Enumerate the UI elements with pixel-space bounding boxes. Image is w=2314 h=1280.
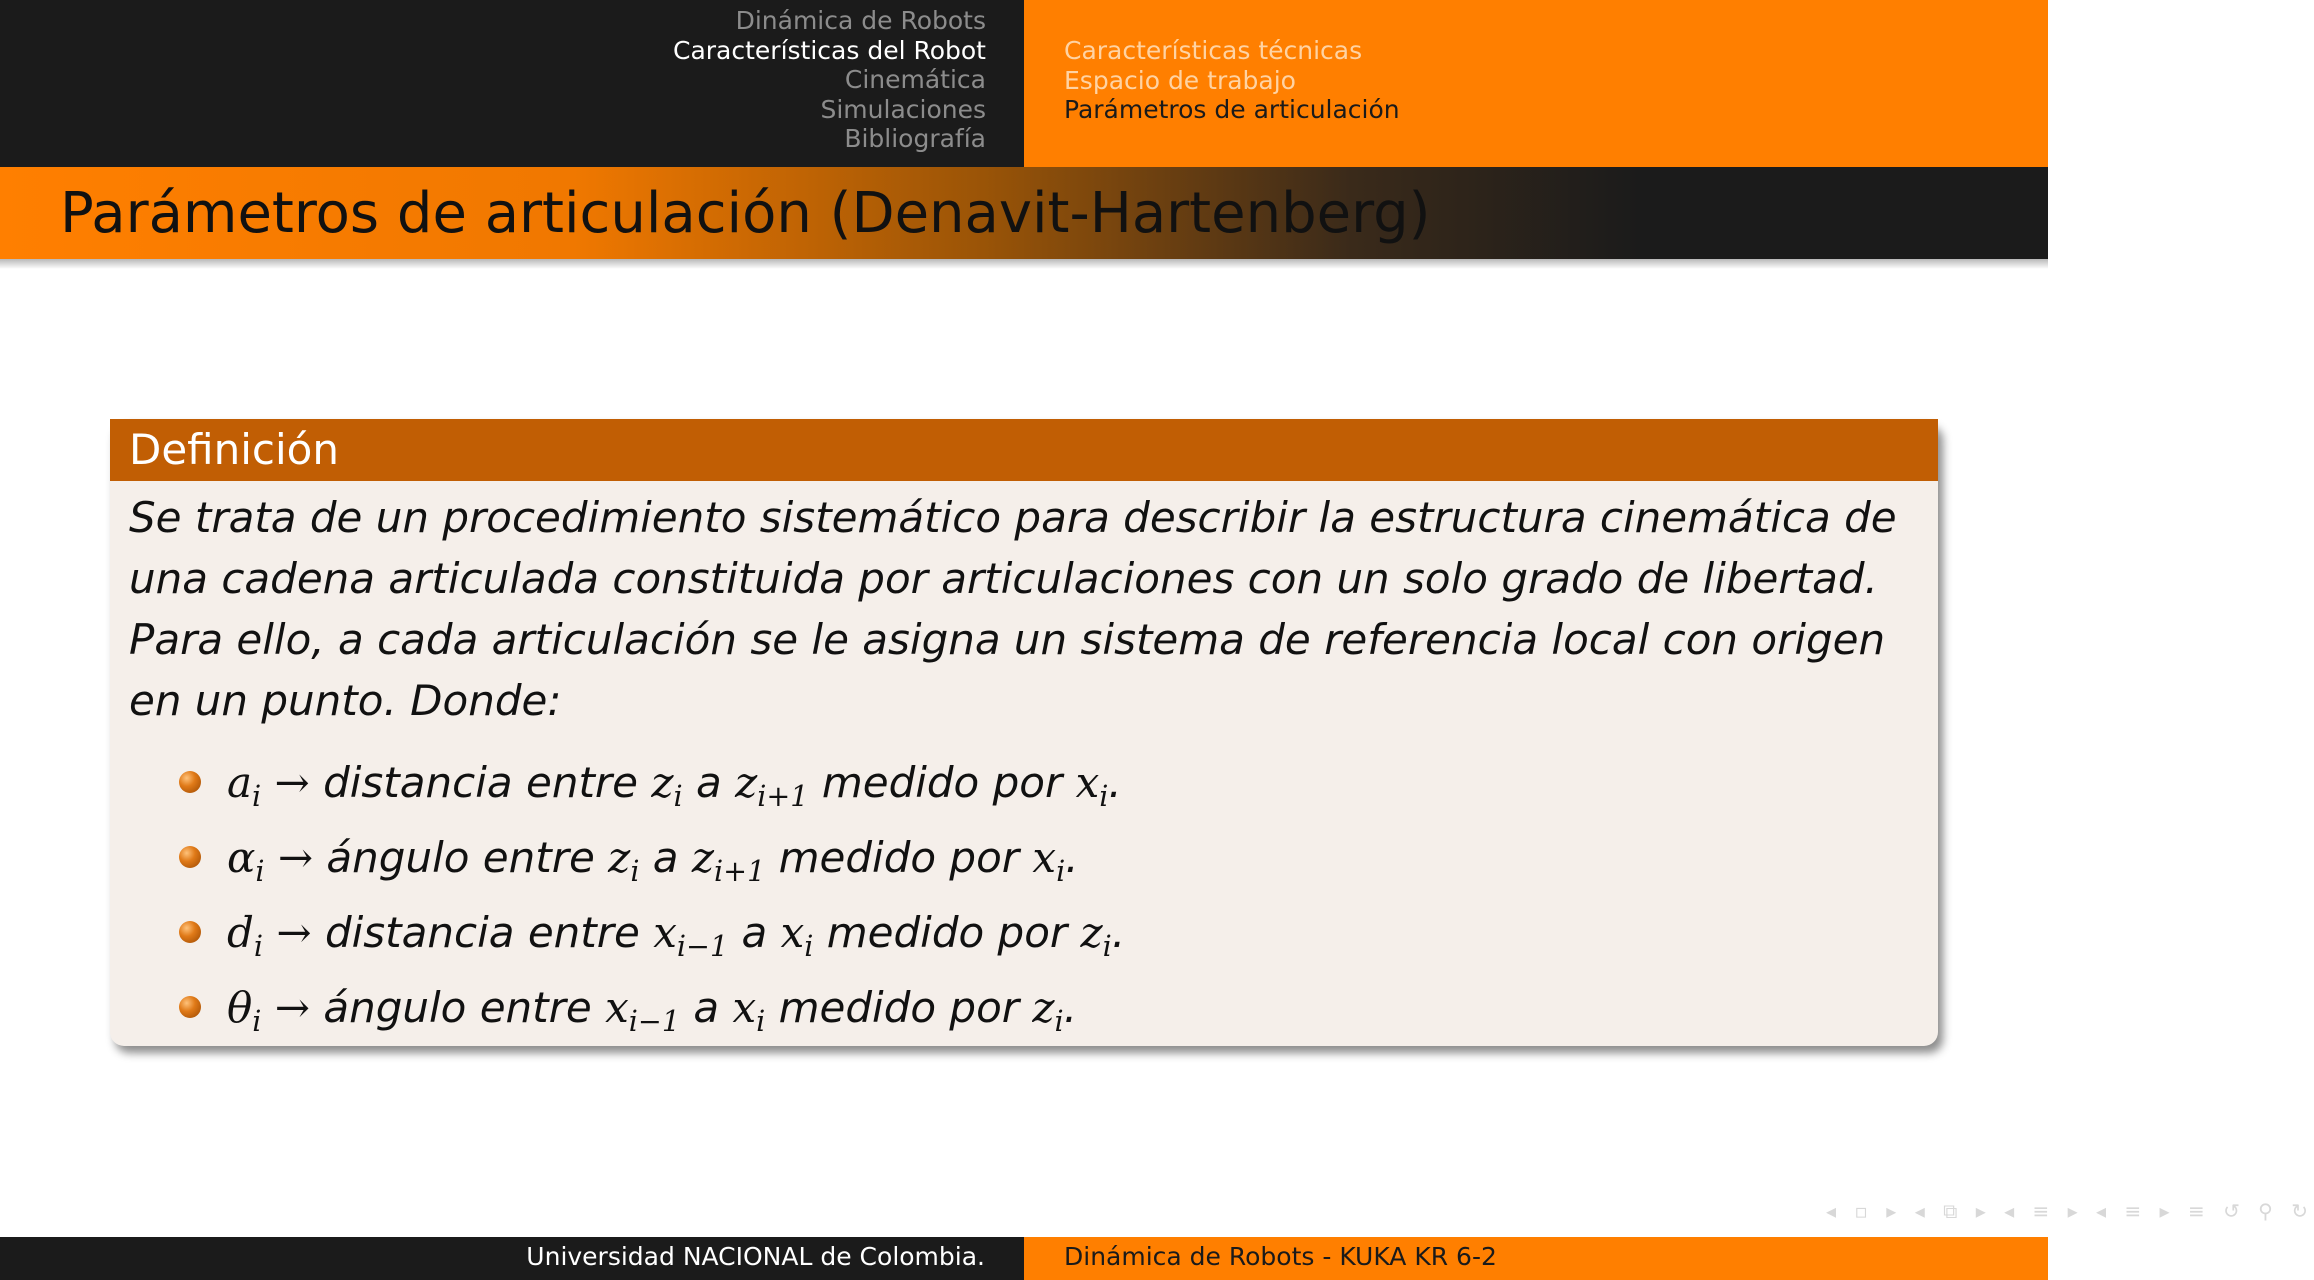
var-from: $z_i$: [651, 758, 683, 814]
bullet-ball-icon: [179, 921, 201, 943]
nav-subsection-espacio[interactable]: Espacio de trabajo: [1064, 65, 1296, 95]
period: .: [1108, 758, 1122, 807]
item-description: distancia entre: [311, 908, 654, 957]
definition-body: [110, 481, 1938, 1045]
definition-text: Se trata de un procedimiento sistemático para describir la estructura cinemática de una cadena articulada constituida por articulaciones con un solo grado de libertad. Para ello, a cada articulación se le asigna un sistema de referencia local con origen en un punto. Donde:: [129, 493, 1897, 725]
nav-section-simulaciones[interactable]: Simulaciones: [820, 94, 986, 124]
right-arrow-icon: →: [277, 833, 314, 882]
definition-heading: Definición: [110, 419, 1938, 481]
var-to: $z_{i+1}$: [691, 833, 766, 889]
param-symbol: $\alpha_i$: [227, 833, 265, 889]
bullet-ball-icon: [179, 771, 201, 793]
measured-by: medido por: [765, 833, 1033, 882]
list-item-theta: [129, 970, 1920, 1045]
var-axis: $z_i$: [1080, 908, 1112, 964]
period: .: [1063, 983, 1078, 1032]
var-from: $z_i$: [608, 833, 640, 889]
bullet-ball-icon: [179, 996, 201, 1018]
var-axis: $x_i$: [1075, 758, 1109, 814]
period: .: [1065, 833, 1079, 882]
list-item-alpha: [129, 820, 1920, 895]
measured-by: medido por: [813, 908, 1081, 957]
section-nav: [673, 6, 986, 154]
var-to: $z_{i+1}$: [735, 758, 809, 814]
item-description: ángulo entre: [313, 833, 609, 882]
var-axis: $z_i$: [1032, 983, 1064, 1039]
footer-left-bar: [0, 1237, 1024, 1280]
nav-section-dinamica[interactable]: Dinámica de Robots: [735, 6, 986, 35]
connector: a: [680, 983, 733, 1032]
var-axis: $x_i$: [1032, 833, 1066, 889]
connector: a: [728, 908, 781, 957]
nav-section-bibliografia[interactable]: Bibliografía: [844, 124, 986, 153]
nav-section-caracteristicas[interactable]: Características del Robot: [673, 35, 986, 65]
footer-right-bar: [1024, 1237, 2048, 1280]
parameter-list: [129, 745, 1920, 1045]
item-description: distancia entre: [309, 758, 652, 807]
param-symbol: $\theta_i$: [227, 983, 262, 1039]
measured-by: medido por: [808, 758, 1076, 807]
measured-by: medido por: [765, 983, 1033, 1032]
var-from: $x_{i-1}$: [653, 908, 729, 964]
header-subsections-bar: [1024, 0, 2048, 167]
list-item-d: [129, 895, 1920, 970]
connector: a: [682, 758, 736, 807]
frame-title-bar: [0, 167, 2048, 259]
param-symbol: $d_i$: [227, 908, 264, 964]
title-shadow: [0, 259, 2048, 269]
definition-block: [110, 419, 1938, 1046]
header-sections-bar: [0, 0, 1024, 167]
nav-subsection-parametros[interactable]: Parámetros de articulación: [1064, 95, 1400, 124]
param-symbol: $a_i$: [227, 758, 262, 814]
period: .: [1111, 908, 1126, 957]
item-description: ángulo entre: [310, 983, 606, 1032]
footer-presentation-title: Dinámica de Robots - KUKA KR 6-2: [1064, 1242, 1497, 1271]
footer-institution: Universidad NACIONAL de Colombia.: [526, 1242, 985, 1271]
var-to: $x_i$: [780, 908, 814, 964]
list-item-a: [129, 745, 1920, 820]
nav-section-cinematica[interactable]: Cinemática: [844, 65, 986, 94]
navigation-symbols[interactable]: ◂ ▫ ▸ ◂ ⧉ ▸ ◂ ≡ ▸ ◂ ≡ ▸ ≡ ↺ ⚲ ↻: [1826, 1199, 2314, 1223]
var-from: $x_{i-1}$: [605, 983, 680, 1039]
subsection-nav: [1064, 36, 1400, 125]
var-to: $x_i$: [732, 983, 766, 1039]
bullet-ball-icon: [179, 846, 201, 868]
connector: a: [639, 833, 692, 882]
nav-subsection-tecnicas[interactable]: Características técnicas: [1064, 36, 1363, 65]
right-arrow-icon: →: [274, 983, 310, 1032]
frame-title: Parámetros de articulación (Denavit-Hartenberg): [60, 181, 1431, 246]
right-arrow-icon: →: [276, 908, 312, 957]
right-arrow-icon: →: [274, 758, 310, 807]
